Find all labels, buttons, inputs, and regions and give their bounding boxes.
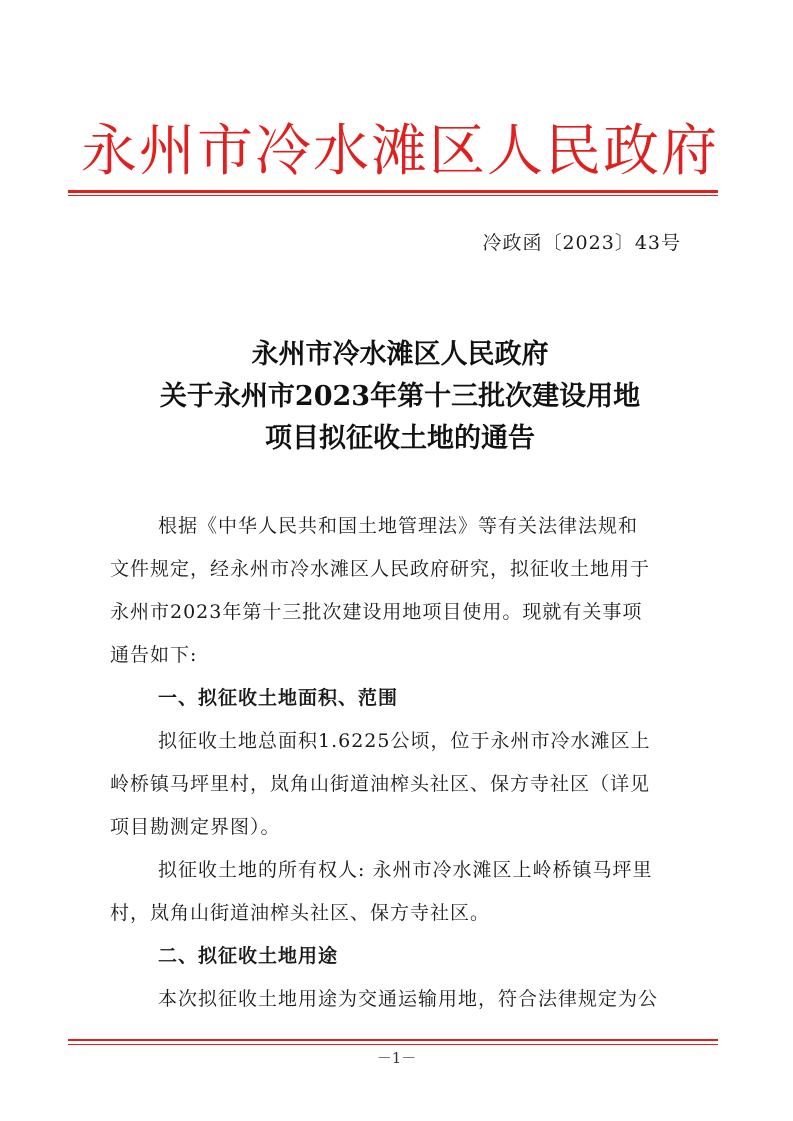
body-line: 拟征收土地的所有权人: 永州市冷水滩区上岭桥镇马坪里 [158, 859, 653, 881]
masthead-rule-thin [68, 195, 718, 196]
body-line: 本次拟征收土地用途为交通运输用地，符合法律规定为公 [158, 988, 659, 1010]
masthead-title: 永州市冷水滩区人民政府 [81, 119, 719, 184]
section-heading-2: 二、拟征收土地用途 [158, 945, 339, 967]
body-line: 岭桥镇马坪里村，岚角山街道油榨头社区、保方寺社区（详见 [110, 773, 651, 795]
body-line: 拟征收土地总面积1.6225公顷，位于永州市冷水滩区上 [158, 730, 651, 752]
footer-rule-thick [68, 1039, 718, 1041]
page-number: －1－ [376, 1049, 417, 1067]
footer-rule-thin [68, 1044, 718, 1045]
title-line-2: 关于永州市2023年第十三批次建设用地 [159, 381, 641, 412]
body-line: 通告如下: [110, 644, 198, 666]
body-line: 根据《中华人民共和国土地管理法》等有关法律法规和 [158, 515, 639, 537]
body-line: 永州市2023年第十三批次建设用地项目使用。现就有关事项 [110, 601, 643, 623]
title-line-3: 项目拟征收土地的通告 [265, 423, 535, 454]
body-line: 村，岚角山街道油榨头社区、保方寺社区。 [110, 902, 491, 924]
body-line: 文件规定，经永州市冷水滩区人民政府研究，拟征收土地用于 [110, 558, 651, 580]
body-line: 项目勘测定界图）。 [110, 816, 281, 838]
document-number: 冷政函〔2023〕43号 [482, 232, 681, 254]
masthead-rule-thick [68, 190, 718, 193]
section-heading-1: 一、拟征收土地面积、范围 [158, 687, 399, 709]
title-line-1: 永州市冷水滩区人民政府 [251, 339, 549, 370]
